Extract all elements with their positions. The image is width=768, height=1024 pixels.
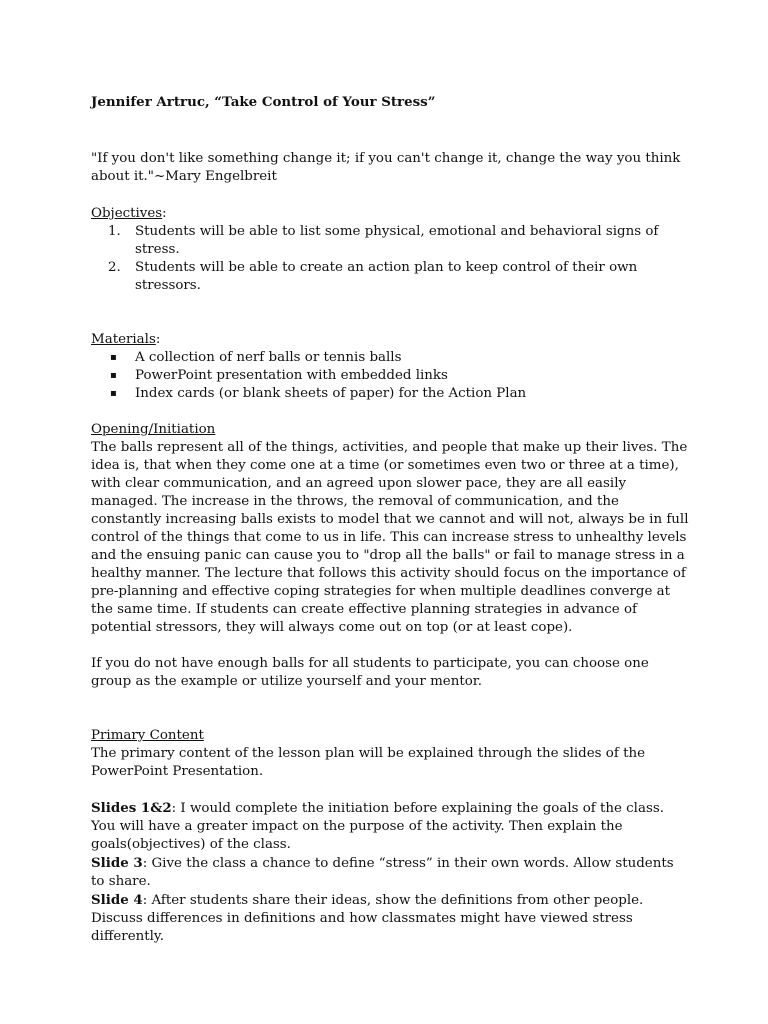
material-text: Index cards (or blank sheets of paper) for the Action Plan: [135, 386, 527, 401]
primary-intro: The primary content of the lesson plan will be explained through the slides of the PowerPoint Presentation.: [91, 746, 646, 779]
document-title: Jennifer Artruc, “Take Control of Your Stress”: [91, 94, 436, 110]
materials-colon: :: [155, 332, 161, 347]
objectives-list: [91, 223, 691, 295]
objective-text: Students will be able to list some physical, emotional and behavioral signs of stress.: [135, 224, 659, 257]
slide-text: : Give the class a chance to define “stress” in their own words. Allow students to share.: [91, 856, 674, 889]
material-item: [91, 349, 691, 367]
objective-number: 2.: [108, 260, 121, 275]
objectives-heading: Objectives: [91, 206, 163, 221]
opening-paragraph-2: If you do not have enough balls for all students to participate, you can choose one group as the example or utilize yourself and your mentor.: [91, 656, 649, 689]
materials-heading-line: [91, 331, 691, 349]
material-item: [91, 385, 691, 403]
slide-note: [91, 854, 691, 891]
opening-quote: "If you don't like something change it; if you can't change it, change the way you think about it."~Mary Engelbreit: [91, 151, 681, 184]
square-bullet-icon: ▪: [110, 388, 117, 399]
slide-label: Slide 3: [91, 855, 143, 871]
primary-heading-line: [91, 727, 691, 745]
material-item: [91, 367, 691, 385]
material-text: A collection of nerf balls or tennis balls: [135, 350, 402, 365]
square-bullet-icon: ▪: [110, 370, 117, 381]
objective-item: [91, 259, 691, 295]
slide-label: Slides 1&2: [91, 800, 172, 816]
objectives-colon: :: [162, 206, 167, 221]
primary-heading: Primary Content: [91, 728, 204, 743]
document-body: [91, 93, 691, 946]
materials-list: [91, 349, 691, 403]
objective-text: Students will be able to create an action plan to keep control of their own stressors.: [135, 260, 638, 293]
material-text: PowerPoint presentation with embedded links: [135, 368, 448, 383]
materials-heading: Materials: [91, 332, 156, 347]
square-bullet-icon: ▪: [110, 352, 117, 363]
opening-heading-line: [91, 421, 691, 439]
slide-text: : I would complete the initiation before explaining the goals of the class. You will have a greater impact on the purpose of the activity. Then explain the goals(objectives) of the class.: [91, 801, 664, 852]
objective-number: 1.: [108, 224, 121, 239]
slide-text: : After students share their ideas, show the definitions from other people. Discuss differences in definitions and how classmates might have viewed stress differently.: [91, 893, 644, 944]
slide-label: Slide 4: [91, 892, 143, 908]
objective-item: [91, 223, 691, 259]
slide-note: [91, 799, 691, 854]
opening-paragraph: The balls represent all of the things, activities, and people that make up their lives. The idea is, that when they come one at a time (or sometimes even two or three at a time), with clear communication, and an agreed upon slower pace, they are all easily managed. The increase in the throws, the removal of communication, and the constantly increasing balls exists to model that we cannot and will not, always be in full control of the things that come to us in life. This can increase stress to unhealthy levels and the ensuing panic can cause you to "drop all the balls" or fail to manage stress in a healthy manner. The lecture that follows this activity should focus on the importance of pre-planning and effective coping strategies for when multiple deadlines converge at the same time. If students can create effective planning strategies in advance of potential stressors, they will always come out on top (or at least cope).: [91, 440, 689, 635]
opening-heading: Opening/Initiation: [91, 422, 216, 437]
slide-note: [91, 891, 691, 946]
objectives-heading-line: [91, 205, 691, 223]
